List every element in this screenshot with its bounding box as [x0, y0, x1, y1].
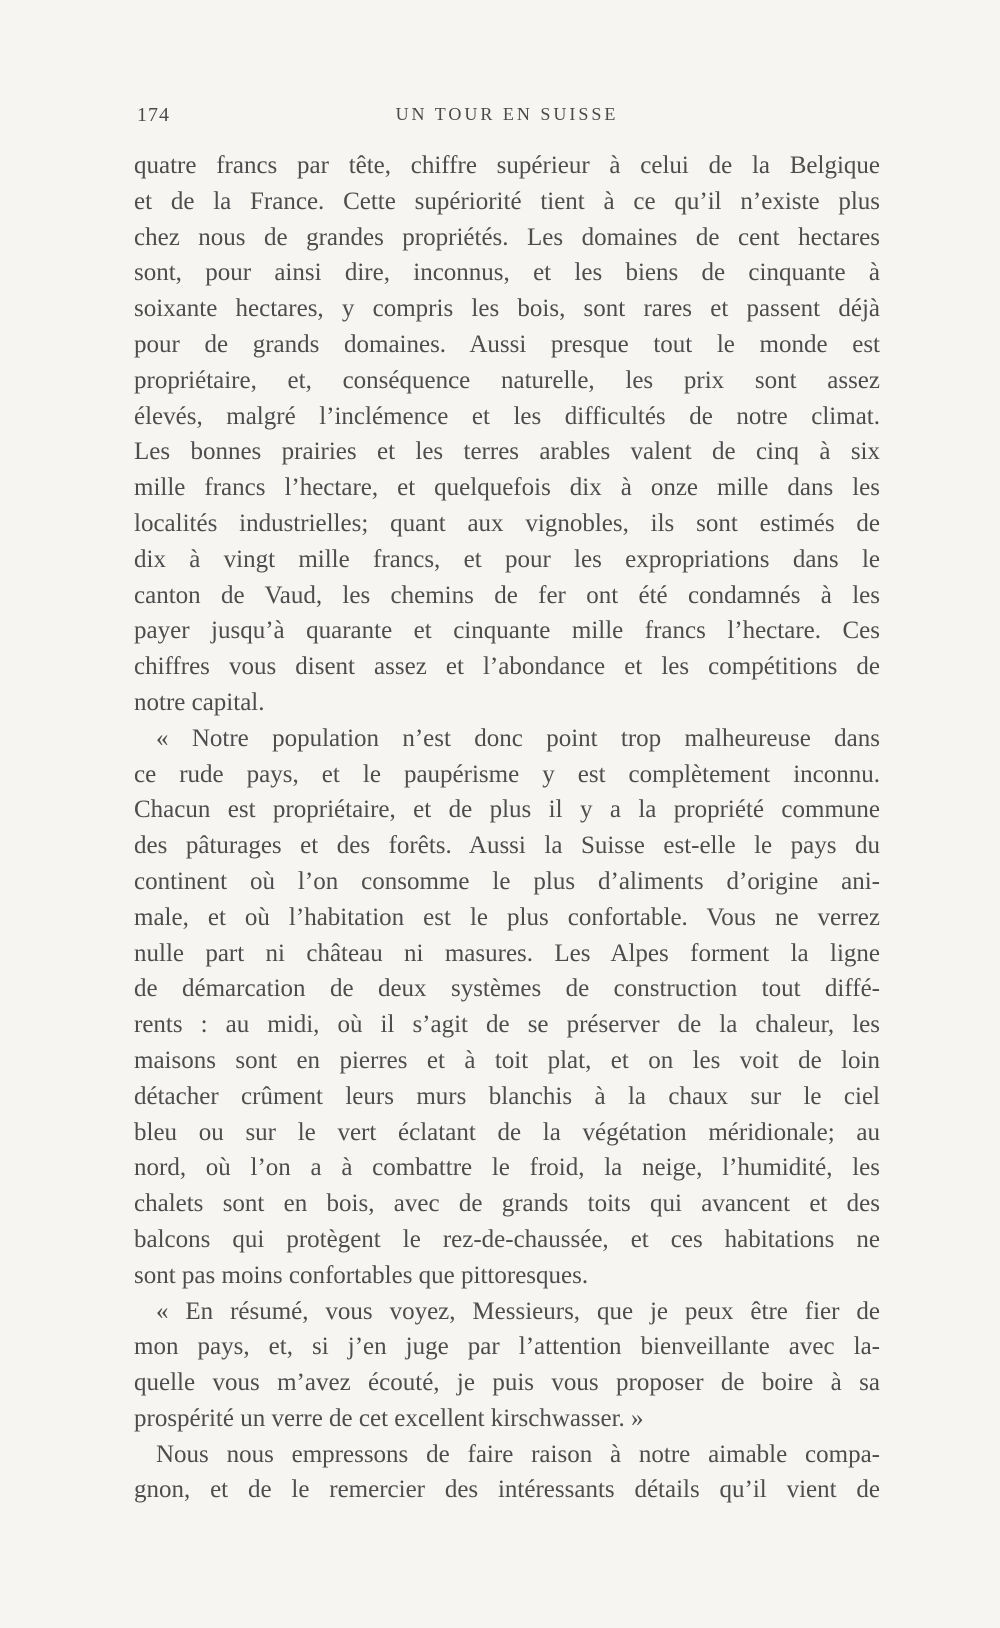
text-line: détacher crûment leurs murs blanchis à la chaux sur le ciel: [134, 1082, 880, 1110]
text-line: Les bonnes prairies et les terres arables valent de cinq à six: [134, 438, 880, 466]
text-line: sont pas moins confortables que pittoresques.: [134, 1261, 589, 1289]
text-line: balcons qui protègent le rez-de-chaussée, et ces habitations ne: [134, 1225, 880, 1253]
text-line: canton de Vaud, les chemins de fer ont été condamnés à les: [134, 581, 880, 609]
text-line: de démarcation de deux systèmes de construction tout diffé-: [134, 975, 880, 1003]
text-line: soixante hectares, y compris les bois, sont rares et passent déjà: [134, 295, 880, 323]
text-line: nulle part ni château ni masures. Les Alpes forment la ligne: [134, 939, 880, 967]
text-line: chiffres vous disent assez et l’abondance et les compétitions de: [134, 653, 880, 681]
text-line: « Notre population n’est donc point trop malheureuse dans: [156, 724, 880, 752]
text-line: mille francs l’hectare, et quelquefois dix à onze mille dans les: [134, 474, 880, 502]
text-line: gnon, et de le remercier des intéressants détails qu’il vient de: [134, 1476, 880, 1504]
text-line: dix à vingt mille francs, et pour les expropriations dans le: [134, 545, 880, 573]
page-header: [137, 104, 877, 134]
text-line: maisons sont en pierres et à toit plat, et on les voit de loin: [134, 1046, 880, 1074]
text-line: Chacun est propriétaire, et de plus il y a la propriété commune: [134, 796, 880, 824]
text-line: payer jusqu’à quarante et cinquante mille francs l’hectare. Ces: [134, 617, 880, 645]
text-line: ce rude pays, et le paupérisme y est complètement inconnu.: [134, 760, 880, 788]
text-line: pour de grands domaines. Aussi presque tout le monde est: [134, 330, 880, 358]
text-line: localités industrielles; quant aux vignobles, ils sont estimés de: [134, 509, 880, 537]
text-line: chez nous de grandes propriétés. Les domaines de cent hectares: [134, 223, 880, 251]
text-line: bleu ou sur le vert éclatant de la végétation méridionale; au: [134, 1118, 880, 1146]
text-line: quatre francs par tête, chiffre supérieur à celui de la Belgique: [134, 152, 880, 179]
text-line: des pâturages et des forêts. Aussi la Suisse est-elle le pays du: [134, 832, 880, 860]
text-line: élevés, malgré l’inclémence et les difficultés de notre climat.: [134, 402, 880, 430]
text-line: rents : au midi, où il s’agit de se préserver de la chaleur, les: [134, 1011, 880, 1039]
text-line: propriétaire, et, conséquence naturelle, les prix sont assez: [134, 366, 880, 394]
text-line: et de la France. Cette supériorité tient à ce qu’il n’existe plus: [134, 187, 880, 215]
text-line: male, et où l’habitation est le plus confortable. Vous ne verrez: [134, 903, 880, 931]
text-line: Nous nous empressons de faire raison à notre aimable compa-: [156, 1440, 880, 1468]
body-text: [134, 148, 880, 1508]
page-number: 174: [137, 104, 170, 126]
text-line: nord, où l’on a à combattre le froid, la neige, l’humidité, les: [134, 1154, 880, 1182]
text-line: « En résumé, vous voyez, Messieurs, que je peux être fier de: [156, 1297, 880, 1325]
text-line: mon pays, et, si j’en juge par l’attention bienveillante avec la-: [134, 1333, 880, 1361]
text-line: chalets sont en bois, avec de grands toits qui avancent et des: [134, 1190, 880, 1218]
text-line: prospérité un verre de cet excellent kirschwasser. »: [134, 1404, 644, 1432]
text-line: quelle vous m’avez écouté, je puis vous proposer de boire à sa: [134, 1369, 880, 1397]
text-line: notre capital.: [134, 688, 265, 716]
text-line: continent où l’on consomme le plus d’aliments d’origine ani-: [134, 867, 880, 895]
text-line: sont, pour ainsi dire, inconnus, et les biens de cinquante à: [134, 259, 880, 287]
running-title: UN TOUR EN SUISSE: [395, 104, 619, 124]
